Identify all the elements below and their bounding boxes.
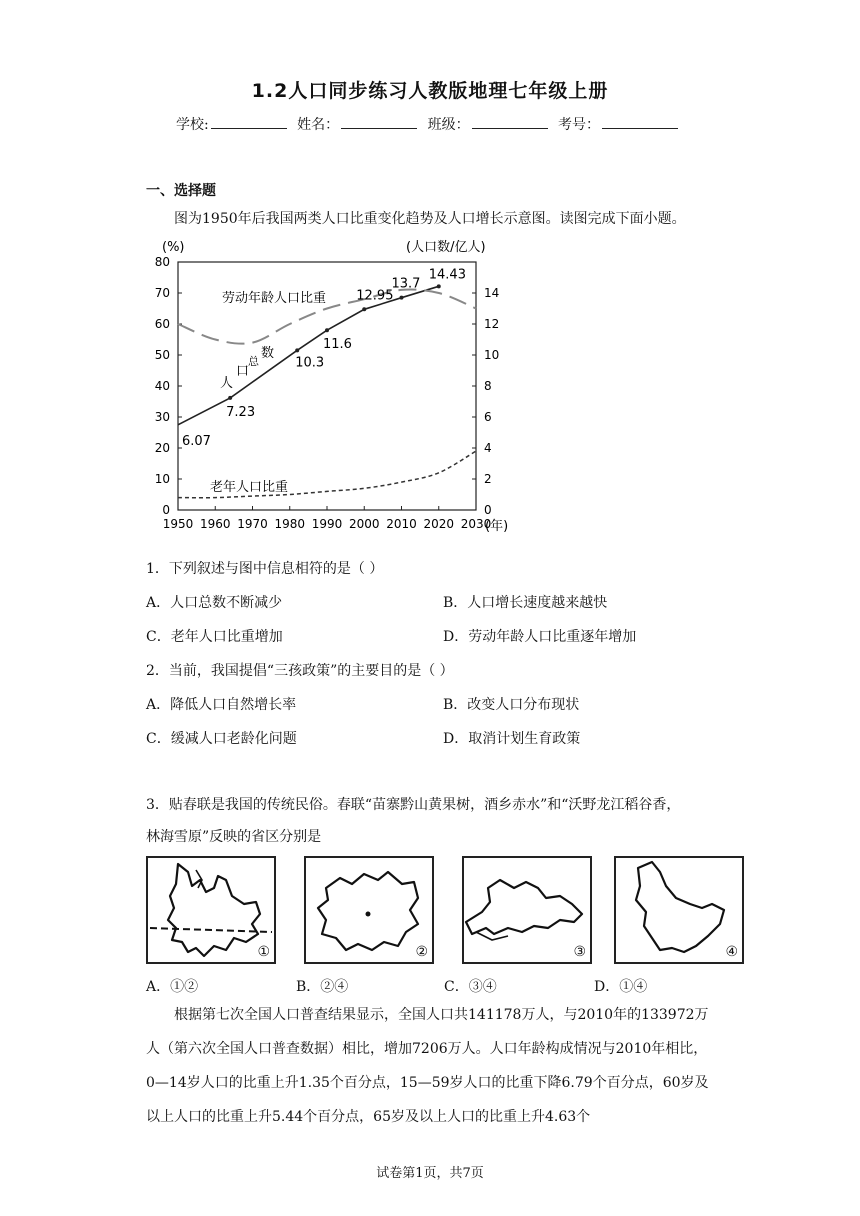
x-tick-label: 2030 <box>460 517 492 531</box>
data-label: 13.7 <box>391 276 421 292</box>
left-tick-label: 70 <box>154 286 170 300</box>
q3-stem-line2: 林海雪原”反映的省区分别是 <box>146 829 322 845</box>
right-axis-unit: (人口数/亿人) <box>406 240 486 255</box>
intro-text: 图为1950年后我国两类人口比重变化趋势及人口增长示意图。读图完成下面小题。 <box>174 211 686 227</box>
q3-stem-line1: 3．贴春联是我国的传统民俗。春联“苗寨黔山黄果树，酒乡赤水”和“沃野龙江稻谷香， <box>146 797 681 813</box>
right-tick-label: 10 <box>484 348 500 362</box>
left-tick-label: 80 <box>154 255 170 269</box>
name-blank[interactable] <box>341 116 417 129</box>
right-tick-label: 0 <box>484 503 492 517</box>
x-tick-label: 2020 <box>423 517 455 531</box>
guizhou-outline <box>306 858 432 962</box>
map-label-1: ① <box>257 944 270 960</box>
left-tick-label: 10 <box>154 472 170 486</box>
student-info-line <box>0 114 860 134</box>
total-label-char-4: 数 <box>261 346 275 361</box>
yunnan-outline <box>148 858 274 962</box>
x-tick-label: 1990 <box>311 517 343 531</box>
left-tick-label: 60 <box>154 317 170 331</box>
number-label: 考号： <box>558 117 601 133</box>
data-point <box>295 348 299 352</box>
q1-option-d[interactable]: D．劳动年龄人口比重逐年增加 <box>443 629 637 645</box>
labor-series-label: 劳动年龄人口比重 <box>222 291 327 306</box>
map-label-4: ④ <box>725 944 738 960</box>
right-tick-label: 14 <box>484 286 500 300</box>
q2-option-d[interactable]: D．取消计划生育政策 <box>443 731 581 747</box>
number-blank[interactable] <box>602 116 678 129</box>
q2-stem: 2．当前，我国提倡“三孩政策”的主要目的是（ ） <box>146 663 454 679</box>
data-label: 6.07 <box>182 433 211 449</box>
x-tick-label: 2000 <box>348 517 380 531</box>
data-label: 14.43 <box>428 267 466 283</box>
name-label: 姓名： <box>297 117 340 133</box>
school-label: 学校: <box>175 117 209 133</box>
data-point <box>362 307 366 311</box>
school-blank[interactable] <box>211 116 287 129</box>
q3-option-a[interactable]: A．①② <box>146 979 199 995</box>
left-tick-label: 40 <box>154 379 170 393</box>
x-tick-label: 1950 <box>162 517 194 531</box>
right-tick-label: 8 <box>484 379 492 393</box>
province-map-4 <box>614 856 744 964</box>
total-label-char-3: 总 <box>248 355 259 368</box>
data-point <box>228 396 232 400</box>
census-passage: 根据第七次全国人口普查结果显示，全国人口共141178万人，与2010年的133972万人（第六次全国人口普查数据）相比，增加7206万人。人口年龄构成情况与2010年相比，0—14岁人口的比重上升1.35个百分点，15—59岁人口的比重下降6.79个百分点，60岁及以上人口的比重上升5.44个百分点，65岁及以上人口的比重上升4.63个 <box>146 1007 709 1125</box>
q3-option-d[interactable]: D．①④ <box>594 979 648 995</box>
q3-option-c[interactable]: C．③④ <box>444 979 497 995</box>
section-title: 一、选择题 <box>146 183 216 199</box>
total-label-char-1: 人 <box>220 376 234 391</box>
page-title: 1.2人口同步练习人教版地理七年级上册 <box>251 80 609 102</box>
data-label: 7.23 <box>226 404 256 420</box>
q1-stem: 1．下列叙述与图中信息相符的是（ ） <box>146 561 384 577</box>
q1-option-a[interactable]: A．人口总数不断减少 <box>146 595 283 611</box>
population-chart <box>140 234 540 544</box>
q1-option-c[interactable]: C．老年人口比重增加 <box>146 629 283 645</box>
tick-labels <box>155 255 500 531</box>
right-tick-label: 2 <box>484 472 492 486</box>
elderly-series-label: 老年人口比重 <box>210 480 289 495</box>
data-label: 12.95 <box>356 288 394 304</box>
q2-option-b[interactable]: B．改变人口分布现状 <box>443 697 580 713</box>
q1-option-b[interactable]: B．人口增长速度越来越快 <box>443 595 608 611</box>
data-point <box>437 284 441 288</box>
x-tick-label: 1960 <box>199 517 231 531</box>
data-label: 11.6 <box>323 337 352 353</box>
right-tick-label: 12 <box>484 317 500 331</box>
data-point <box>325 328 329 332</box>
data-label: 10.3 <box>295 355 325 371</box>
map-label-3: ③ <box>573 944 586 960</box>
x-axis-unit: (年) <box>485 519 509 534</box>
page-footer: 试卷第1页，共7页 <box>376 1166 484 1181</box>
q3-option-b[interactable]: B．②④ <box>296 979 349 995</box>
province-map-1 <box>146 856 276 964</box>
q2-option-a[interactable]: A．降低人口自然增长率 <box>146 697 297 713</box>
x-tick-label: 2010 <box>386 517 417 531</box>
hubei-outline <box>464 858 590 962</box>
x-tick-label: 1980 <box>274 517 306 531</box>
right-tick-label: 4 <box>484 441 492 455</box>
x-tick-label: 1970 <box>237 517 268 531</box>
province-map-3 <box>462 856 592 964</box>
q2-option-c[interactable]: C．缓减人口老龄化问题 <box>146 731 297 747</box>
left-tick-label: 50 <box>154 348 170 362</box>
left-tick-label: 0 <box>162 503 170 517</box>
left-tick-label: 20 <box>154 441 170 455</box>
right-tick-label: 6 <box>484 410 492 424</box>
province-map-2 <box>304 856 434 964</box>
left-axis-unit: (%) <box>162 240 185 255</box>
series-lines <box>178 286 476 497</box>
total-label-char-2: 口 <box>236 364 250 379</box>
class-blank[interactable] <box>472 116 548 129</box>
left-tick-label: 30 <box>154 410 170 424</box>
map-label-2: ② <box>415 944 428 960</box>
data-point <box>400 296 404 300</box>
class-label: 班级： <box>427 117 470 133</box>
heilongjiang-outline <box>616 858 742 962</box>
